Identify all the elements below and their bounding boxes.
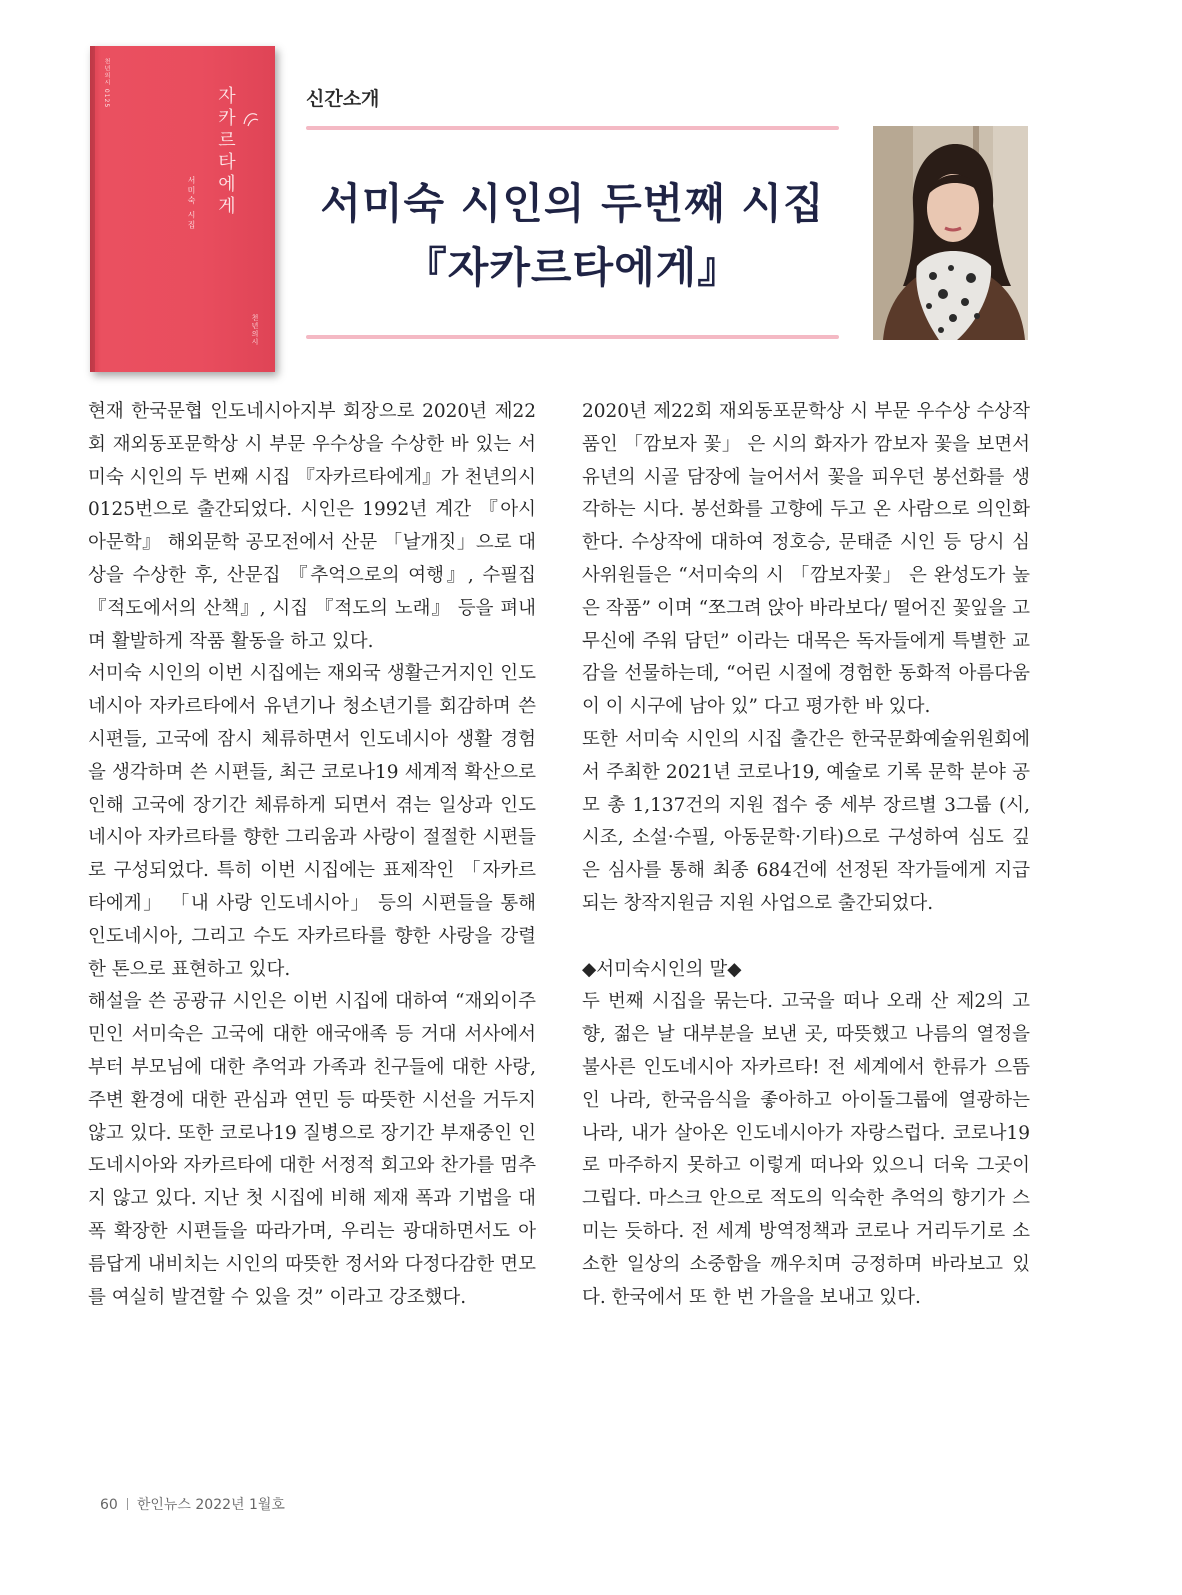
footer-separator <box>127 1498 128 1510</box>
book-series: 천년의시 0125 <box>103 58 110 109</box>
book-author: 서미숙 시집 <box>187 176 196 231</box>
divider-top <box>306 126 839 130</box>
book-spine-shade <box>90 46 95 372</box>
divider-bottom <box>306 335 839 339</box>
headline-line-1: 서미숙 시인의 두번째 시집 <box>320 179 825 228</box>
article-left-column <box>88 396 536 1314</box>
article-paragraph: 해설을 쓴 공광규 시인은 이번 시집에 대하여 “재외이주민인 서미숙은 고국에 대한 애국애족 등 거대 서사에서부터 부모님에 대한 추억과 가족과 친구들에 대한 사랑, 주변 환경에 대한 관심과 연민 등 따뜻한 시선을 거두지 않고 있다. 또한 코로나19 질병으로 장기간 부재중인 인도네시아와 자카르타에 대한 서정적 회고와 찬가를 멈추지 않고 있다. 지난 첫 시집에 비해 제재 폭과 기법을 대폭 확장한 시편들을 따라가며, 우리는 광대하면서도 아름답게 내비치는 시인의 따뜻한 정서와 다정다감한 면모를 여실히 발견할 수 있을 것” 이라고 강조했다. <box>88 991 536 1308</box>
book-cover <box>90 46 275 372</box>
article-paragraph: 현재 한국문협 인도네시아지부 회장으로 2020년 제22회 재외동포문학상 시 부문 우수상을 수상한 바 있는 서미숙 시인의 두 번째 시집 『자카르타에게』가 천년의시 0125번으로 출간되었다. 시인은 1992년 계간 『아시아문학』 해외문학 공모전에서 산문 「날개짓」으로 대상을 수상한 후, 산문집 『추억으로의 여행』, 수필집 『적도에서의 산책』, 시집 『적도의 노래』 등을 펴내며 활발하게 작품 활동을 하고 있다. <box>88 401 536 652</box>
publisher-logo-icon <box>240 108 262 130</box>
publication-name: 한인뉴스 2022년 1월호 <box>136 1497 285 1513</box>
section-label: 신간소개 <box>306 88 380 110</box>
portrait-illustration <box>873 126 1028 340</box>
page-footer <box>100 1494 285 1514</box>
portrait-photo <box>873 126 1028 340</box>
article-right-column <box>582 396 1030 1314</box>
headline-line-2: 『자카르타에게』 <box>404 243 741 292</box>
paragraph-gap <box>582 921 1030 954</box>
article-paragraph: 2020년 제22회 재외동포문학상 시 부문 우수상 수상작품인 「깜보자 꽃」 은 시의 화자가 깜보자 꽃을 보면서 유년의 시골 담장에 늘어서서 꽃을 피우던 봉선화를 생각하는 시다. 봉선화를 고향에 두고 온 사람으로 의인화한다. 수상작에 대하여 정호승, 문태준 시인 등 당시 심사위원들은 “서미숙의 시 「깜보자꽃」 은 완성도가 높은 작품” 이며 “쪼그려 앉아 바라보다/ 떨어진 꽃잎을 고무신에 주워 담던” 이라는 대목은 독자들에게 특별한 교감을 선물하는데, “어린 시절에 경험한 동화적 아름다움이 이 시구에 남아 있” 다고 평가한 바 있다. <box>582 401 1030 718</box>
page-number: 60 <box>100 1497 118 1513</box>
article-paragraph: 서미숙 시인의 이번 시집에는 재외국 생활근거지인 인도네시아 자카르타에서 유년기나 청소년기를 회감하며 쓴 시편들, 고국에 잠시 체류하면서 인도네시아 생활 경험을 생각하며 쓴 시편들, 최근 코로나19 세계적 확산으로 인해 고국에 장기간 체류하게 되면서 겪는 일상과 인도네시아 자카르타를 향한 그리움과 사랑이 절절한 시편들로 구성되었다. 특히 이번 시집에는 표제작인 「자카르타에게」 「내 사랑 인도네시아」 등의 시편들을 통해 인도네시아, 그리고 수도 자카르타를 향한 사랑을 강렬한 톤으로 표현하고 있다. <box>88 663 536 980</box>
author-words-body: 두 번째 시집을 묶는다. 고국을 떠나 오래 산 제2의 고향, 젊은 날 대부분을 보낸 곳, 따뜻했고 나름의 열정을 불사른 인도네시아 자카르타! 전 세계에서 한류가 으뜸인 나라, 한국음식을 좋아하고 아이돌그룹에 열광하는 나라, 내가 살아온 인도네시아가 자랑스럽다. 코로나19로 마주하지 못하고 이렇게 떠나와 있으니 더욱 그곳이 그립다. 마스크 안으로 적도의 익숙한 추억의 향기가 스미는 듯하다. 전 세계 방역정책과 코로나 거리두기로 소소한 일상의 소중함을 깨우치며 긍정하며 바라보고 있다. 한국에서 또 한 번 가을을 보내고 있다. <box>582 991 1030 1308</box>
article-paragraph: 또한 서미숙 시인의 시집 출간은 한국문화예술위원회에서 주최한 2021년 코로나19, 예술로 기록 문학 분야 공모 총 1,137건의 지원 접수 중 세부 장르별 3그룹 (시, 시조, 소설·수필, 아동문학·기타)으로 구성하여 심도 깊은 심사를 통해 최종 684건에 선정된 작가들에게 지급되는 창작지원금 지원 사업으로 출간되었다. <box>582 728 1030 914</box>
book-title: 자카르타에게 <box>215 86 236 218</box>
book-publisher: 천년의시 <box>251 314 259 346</box>
headline <box>306 172 839 300</box>
author-words-heading: ◆서미숙시인의 말◆ <box>582 958 742 980</box>
